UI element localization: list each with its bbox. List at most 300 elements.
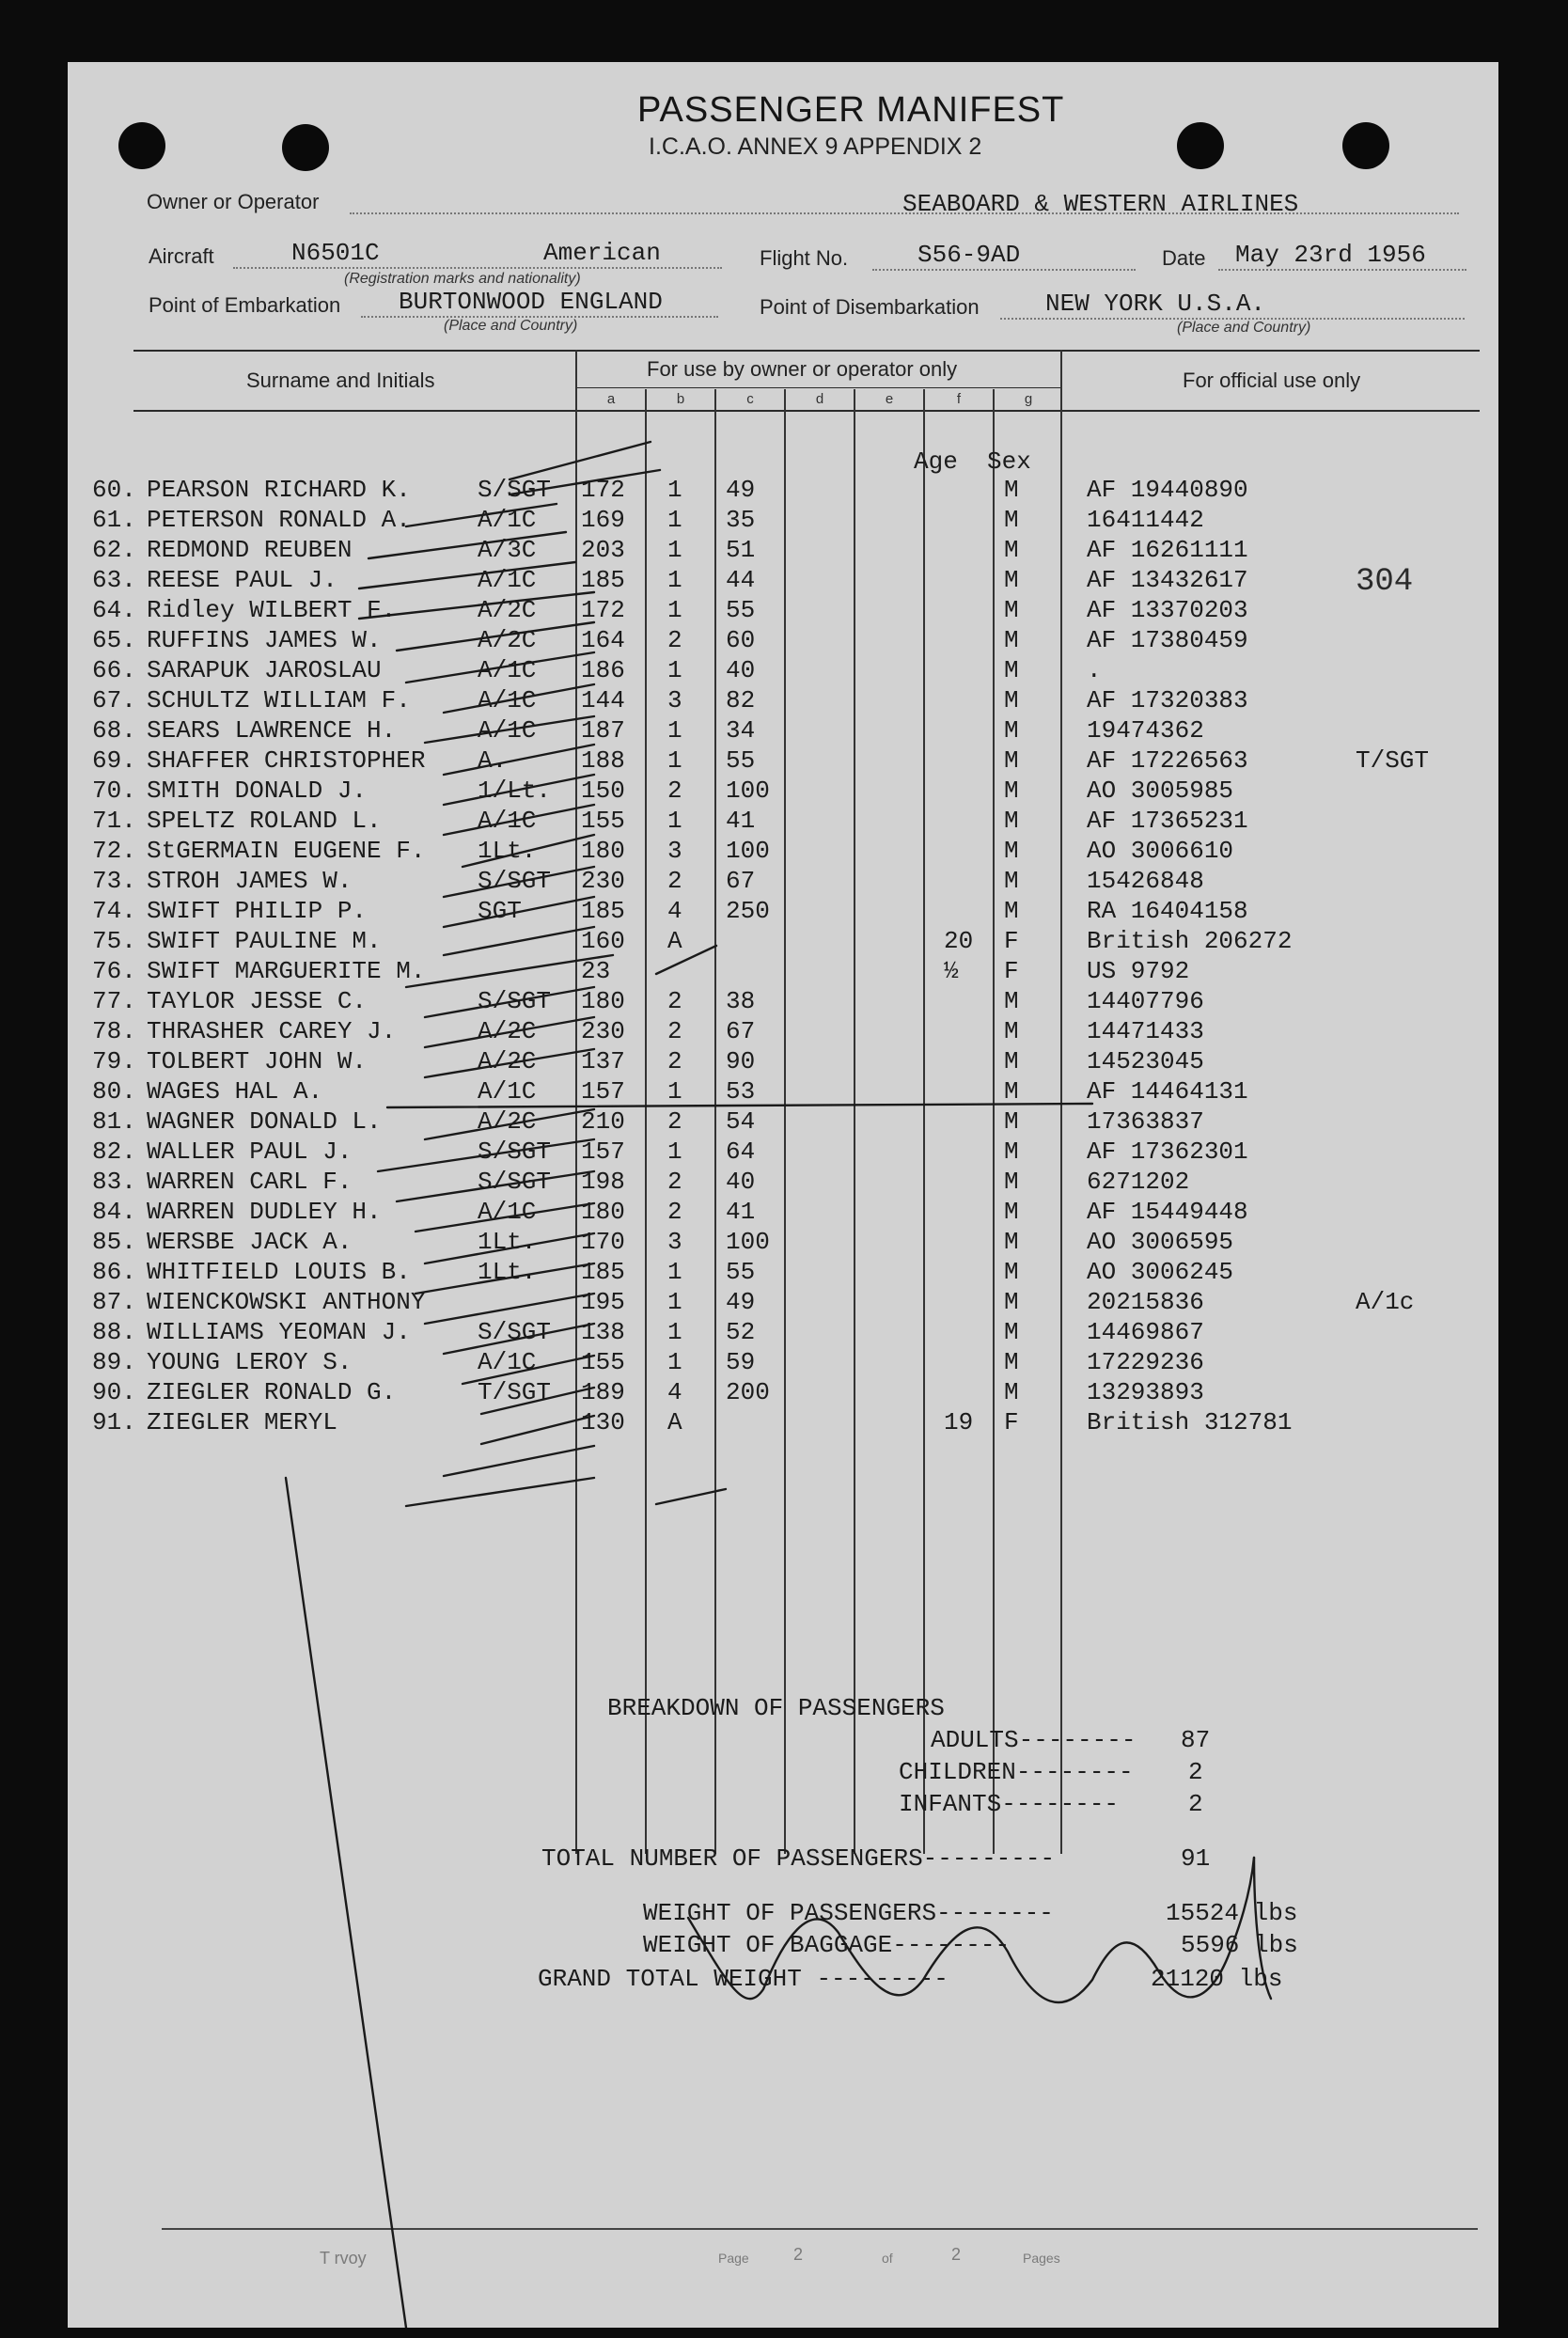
strike-line [481,1388,594,1414]
sex-col-g: M [1004,506,1019,534]
sex-col-g: M [1004,536,1019,564]
sex-col-g: M [1004,987,1019,1015]
children-label: CHILDREN-------- [899,1758,1134,1786]
adults-label: ADULTS-------- [931,1726,1137,1754]
weight-col-a: 185 [581,897,625,925]
sex-col-g: M [1004,1258,1019,1286]
weight-col-a: 185 [581,566,625,594]
passenger-name: PEARSON RICHARD K. [147,476,411,504]
passenger-name: STROH JAMES W. [147,867,353,895]
passenger-rank: S/SGT [478,1318,552,1346]
adults-value: 87 [1181,1726,1211,1754]
official-number: British 312781 [1087,1408,1293,1436]
col-letter-b: b [676,391,685,407]
passenger-name: SMITH DONALD J. [147,777,368,805]
official-number: 13293893 [1087,1378,1204,1406]
passenger-rank: A/1C [478,656,537,684]
sex-col-g: M [1004,716,1019,745]
official-number: 16411442 [1087,506,1204,534]
strike-line [406,1478,594,1506]
sex-col-g: M [1004,626,1019,654]
pieces-col-b: 1 [667,596,682,624]
pieces-col-b: 1 [667,1077,682,1106]
sex-col-g: F [1004,1408,1019,1436]
strike-line [425,987,594,1017]
sex-col-g: M [1004,1348,1019,1376]
baggage-col-c: 41 [726,807,756,835]
pieces-col-b: 2 [667,1168,682,1196]
strike-line [444,775,594,805]
sex-col-g: M [1004,656,1019,684]
baggage-col-c: 49 [726,1288,756,1316]
row-number: 62. [92,536,136,564]
col-letter-a: a [606,391,616,407]
weight-col-a: 203 [581,536,625,564]
pieces-col-b: 2 [667,777,682,805]
baggage-col-c: 60 [726,626,756,654]
passenger-rank: SGT [478,897,522,925]
passenger-name: WARREN CARL F. [147,1168,353,1196]
passenger-name: Ridley WILBERT F. [147,596,397,624]
passenger-rank: A/2C [478,1017,537,1045]
sex-col-g: M [1004,1017,1019,1045]
strike-line [368,532,566,558]
sex-col-g: M [1004,1198,1019,1226]
strike-line [656,1489,726,1504]
pieces-col-b: 3 [667,837,682,865]
passenger-rank: A/1C [478,807,537,835]
weight-col-a: 130 [581,1408,625,1436]
sex-col-g: M [1004,867,1019,895]
passenger-name: WERSBE JACK A. [147,1228,353,1256]
official-number: . [1087,656,1102,684]
footer-page-value: 2 [793,2245,804,2264]
passenger-name: SWIFT PAULINE M. [147,927,382,955]
strike-through-line [387,1104,1092,1107]
aircraft-registration: N6501C [291,239,380,267]
signature-squiggle [688,1858,1254,2002]
sex-col-g: M [1004,1077,1019,1106]
pieces-col-b: 1 [667,1288,682,1316]
passenger-name: REDMOND REUBEN [147,536,353,564]
weight-col-a: 172 [581,596,625,624]
official-number: 17363837 [1087,1107,1204,1136]
pieces-col-b: 2 [667,626,682,654]
weight-col-a: 187 [581,716,625,745]
embark-value: BURTONWOOD ENGLAND [399,288,663,316]
baggage-col-c: 40 [726,656,756,684]
passenger-rank: 1Lt. [478,837,537,865]
row-number: 66. [92,656,136,684]
passenger-name: SARAPUK JAROSLAU [147,656,382,684]
sex-col-g: M [1004,1107,1019,1136]
row-number: 91. [92,1408,136,1436]
row-number: 67. [92,686,136,714]
row-number: 75. [92,927,136,955]
baggage-col-c: 35 [726,506,756,534]
weight-col-a: 189 [581,1378,625,1406]
official-number: British 206272 [1087,927,1293,955]
weight-col-a: 195 [581,1288,625,1316]
official-number: AF 16261111 [1087,536,1248,564]
passenger-name: ZIEGLER RONALD G. [147,1378,397,1406]
official-number: 14407796 [1087,987,1204,1015]
weight-col-a: 138 [581,1318,625,1346]
official-note: A/1c [1356,1288,1415,1316]
baggage-col-c: 59 [726,1348,756,1376]
date-label: Date [1162,246,1206,270]
weight-col-a: 230 [581,867,625,895]
passenger-name: SWIFT MARGUERITE M. [147,957,426,985]
passenger-rank: A/3C [478,536,537,564]
row-number: 81. [92,1107,136,1136]
sex-col-g: M [1004,1168,1019,1196]
row-number: 77. [92,987,136,1015]
weight-col-a: 169 [581,506,625,534]
baggage-col-c: 100 [726,837,770,865]
page-number-stamp: 304 [1356,564,1414,600]
official-number: 15426848 [1087,867,1204,895]
pieces-col-b: 1 [667,566,682,594]
pieces-col-b: 1 [667,807,682,835]
sex-label: Sex [987,447,1031,476]
passenger-rank: S/SGT [478,1168,552,1196]
sex-col-g: M [1004,1378,1019,1406]
infants-value: 2 [1188,1790,1203,1818]
pieces-col-b: 1 [667,1138,682,1166]
official-number: AF 17362301 [1087,1138,1248,1166]
handwritten-marks [68,62,1498,2328]
baggage-col-c: 67 [726,1017,756,1045]
row-number: 73. [92,867,136,895]
sex-col-g: M [1004,1288,1019,1316]
official-number: RA 16404158 [1087,897,1248,925]
disembark-value: NEW YORK U.S.A. [1045,290,1266,318]
row-number: 84. [92,1198,136,1226]
pieces-col-b: A [667,1408,682,1436]
pieces-col-b: 1 [667,506,682,534]
sex-col-g: M [1004,566,1019,594]
col-letter-e: e [885,391,894,407]
baggage-col-c: 38 [726,987,756,1015]
pieces-col-b: 1 [667,656,682,684]
weight-col-a: 155 [581,807,625,835]
strike-line [481,1416,594,1444]
passenger-name: ZIEGLER MERYL [147,1408,337,1436]
weight-passengers-label: WEIGHT OF PASSENGERS-------- [643,1899,1054,1927]
row-number: 78. [92,1017,136,1045]
weight-col-a: 160 [581,927,625,955]
row-number: 80. [92,1077,136,1106]
sex-col-g: M [1004,777,1019,805]
official-number: AF 17226563 [1087,746,1248,775]
strike-line [425,1109,594,1139]
sex-col-g: M [1004,1047,1019,1075]
strike-line [425,716,594,743]
sex-col-g: M [1004,897,1019,925]
strike-line [656,946,716,974]
pieces-col-b: A [667,927,682,955]
official-number: 14469867 [1087,1318,1204,1346]
passenger-name: SCHULTZ WILLIAM F. [147,686,411,714]
pieces-col-b: 2 [667,1017,682,1045]
passenger-name: WAGES HAL A. [147,1077,323,1106]
official-number: 14523045 [1087,1047,1204,1075]
row-number: 64. [92,596,136,624]
passenger-name: StGERMAIN EUGENE F. [147,837,426,865]
strike-line [397,1171,594,1201]
infants-label: INFANTS-------- [899,1790,1120,1818]
baggage-col-c: 53 [726,1077,756,1106]
children-value: 2 [1188,1758,1203,1786]
passenger-rank: A/2C [478,1107,537,1136]
official-number: AO 3005985 [1087,777,1234,805]
footer-page-label: Page [718,2251,749,2266]
passenger-rank: A/2C [478,1047,537,1075]
baggage-col-c: 67 [726,867,756,895]
passenger-name: WALLER PAUL J. [147,1138,353,1166]
weight-col-a: 188 [581,746,625,775]
footer-pages-label: Pages [1023,2251,1060,2266]
baggage-col-c: 64 [726,1138,756,1166]
passenger-rank: A/1C [478,1348,537,1376]
pieces-col-b: 1 [667,476,682,504]
passenger-name: SWIFT PHILIP P. [147,897,368,925]
strike-line [444,1446,594,1476]
strike-line [444,805,594,835]
age-col-f: 20 [944,927,974,955]
passenger-name: SPELTZ ROLAND L. [147,807,382,835]
disembark-note: (Place and Country) [1177,320,1311,336]
weight-col-a: 180 [581,987,625,1015]
owner-label: Owner or Operator [147,190,320,213]
age-col-f: 19 [944,1408,974,1436]
manifest-subtitle: I.C.A.O. ANNEX 9 APPENDIX 2 [649,133,982,160]
passenger-rank: 1/Lt. [478,777,552,805]
row-number: 87. [92,1288,136,1316]
passenger-rank: A/2C [478,596,537,624]
col-owner-header: For use by owner or operator only [647,357,958,381]
row-number: 60. [92,476,136,504]
baggage-col-c: 49 [726,476,756,504]
weight-col-a: 137 [581,1047,625,1075]
strike-line [444,745,594,775]
footer-left: T rvoy [320,2249,367,2267]
pieces-col-b: 2 [667,1107,682,1136]
pieces-col-b: 1 [667,746,682,775]
passenger-name: TAYLOR JESSE C. [147,987,368,1015]
weight-col-a: 186 [581,656,625,684]
passenger-name: THRASHER CAREY J. [147,1017,397,1045]
weight-col-a: 157 [581,1138,625,1166]
baggage-col-c: 82 [726,686,756,714]
owner-value: SEABOARD & WESTERN AIRLINES [902,190,1299,218]
footer-of-label: of [882,2251,893,2266]
pieces-col-b: 4 [667,1378,682,1406]
grand-total-value: 21120 lbs [1151,1965,1283,1993]
weight-baggage-value: 5596 lbs [1181,1931,1298,1959]
strike-line [416,1203,594,1232]
official-number: 6271202 [1087,1168,1190,1196]
weight-col-a: 185 [581,1258,625,1286]
age-label: Age [914,447,958,476]
official-number: 17229236 [1087,1348,1204,1376]
sex-col-g: M [1004,1318,1019,1346]
strike-line [359,562,575,588]
passenger-name: SEARS LAWRENCE H. [147,716,397,745]
total-passengers-value: 91 [1181,1844,1211,1873]
sex-col-g: M [1004,1228,1019,1256]
strike-line [397,622,594,651]
passenger-rank: A/1C [478,1077,537,1106]
sex-col-g: F [1004,957,1019,985]
pieces-col-b: 3 [667,686,682,714]
official-number: 20215836 [1087,1288,1204,1316]
weight-col-a: 180 [581,1198,625,1226]
date-value: May 23rd 1956 [1235,241,1426,269]
passenger-name: WILLIAMS YEOMAN J. [147,1318,411,1346]
baggage-col-c: 52 [726,1318,756,1346]
sex-col-g: M [1004,686,1019,714]
strike-line [444,684,594,713]
sex-col-g: M [1004,1138,1019,1166]
strike-line [416,1263,594,1294]
embark-note: (Place and Country) [444,318,578,334]
col-surname-header: Surname and Initials [246,369,435,392]
weight-col-a: 180 [581,837,625,865]
strike-line [444,1324,594,1354]
official-number: AF 17365231 [1087,807,1248,835]
row-number: 83. [92,1168,136,1196]
pieces-col-b: 1 [667,1348,682,1376]
row-number: 85. [92,1228,136,1256]
weight-col-a: 198 [581,1168,625,1196]
pieces-col-b: 1 [667,1258,682,1286]
official-note: T/SGT [1356,746,1430,775]
official-number: AO 3006245 [1087,1258,1234,1286]
weight-col-a: 23 [581,957,611,985]
official-number: AO 3006610 [1087,837,1234,865]
aircraft-label: Aircraft [149,244,214,268]
total-passengers-label: TOTAL NUMBER OF PASSENGERS--------- [541,1844,1056,1873]
official-number: 14471433 [1087,1017,1204,1045]
passenger-name: SHAFFER CHRISTOPHER [147,746,426,775]
age-col-f: ½ [944,957,959,985]
registration-note: (Registration marks and nationality) [344,271,581,287]
disembark-label: Point of Disembarkation [760,295,980,319]
passenger-name: WARREN DUDLEY H. [147,1198,382,1226]
pieces-col-b: 1 [667,716,682,745]
passenger-rank: 1Lt. [478,1228,537,1256]
row-number: 76. [92,957,136,985]
baggage-col-c: 51 [726,536,756,564]
weight-col-a: 150 [581,777,625,805]
baggage-col-c: 55 [726,1258,756,1286]
strike-line [359,592,594,619]
passenger-rank: A/1C [478,566,537,594]
manifest-title: PASSENGER MANIFEST [637,90,1065,130]
passenger-rank: A/2C [478,626,537,654]
passenger-name: TOLBERT JOHN W. [147,1047,368,1075]
col-letter-f: f [956,391,962,407]
baggage-col-c: 100 [726,1228,770,1256]
row-number: 69. [92,746,136,775]
col-official-header: For official use only [1183,369,1361,392]
passenger-rank: A/1C [478,1198,537,1226]
row-number: 86. [92,1258,136,1286]
baggage-col-c: 54 [726,1107,756,1136]
weight-col-a: 144 [581,686,625,714]
weight-col-a: 172 [581,476,625,504]
aircraft-nationality: American [543,239,661,267]
row-number: 74. [92,897,136,925]
strike-line [406,504,557,526]
passenger-rank: S/SGT [478,987,552,1015]
weight-col-a: 230 [581,1017,625,1045]
passenger-rank: S/SGT [478,867,552,895]
breakdown-title: BREAKDOWN OF PASSENGERS [607,1694,945,1722]
pieces-col-b: 3 [667,1228,682,1256]
baggage-col-c: 90 [726,1047,756,1075]
sex-col-g: M [1004,476,1019,504]
passenger-rank: T/SGT [478,1378,552,1406]
official-number: AF 17380459 [1087,626,1248,654]
strike-line [444,897,594,927]
flight-value: S56-9AD [917,241,1021,269]
pieces-col-b: 4 [667,897,682,925]
sex-col-g: M [1004,807,1019,835]
passenger-rank: S/SGT [478,476,552,504]
manifest-sheet [68,62,1498,2328]
official-number: AF 17320383 [1087,686,1248,714]
official-number: AF 15449448 [1087,1198,1248,1226]
pieces-col-b: 2 [667,987,682,1015]
passenger-name: REESE PAUL J. [147,566,337,594]
baggage-col-c: 41 [726,1198,756,1226]
baggage-col-c: 200 [726,1378,770,1406]
baggage-col-c: 55 [726,746,756,775]
col-letter-g: g [1024,391,1033,407]
passenger-name: YOUNG LEROY S. [147,1348,353,1376]
passenger-name: RUFFINS JAMES W. [147,626,382,654]
footer-of-value: 2 [951,2245,962,2264]
official-number: 19474362 [1087,716,1204,745]
row-number: 82. [92,1138,136,1166]
strike-line [463,1356,594,1384]
pieces-col-b: 2 [667,867,682,895]
official-number: AF 14464131 [1087,1077,1248,1106]
pieces-col-b: 2 [667,1047,682,1075]
weight-col-a: 210 [581,1107,625,1136]
strike-line [425,1294,594,1324]
sex-col-g: M [1004,746,1019,775]
row-number: 61. [92,506,136,534]
weight-col-a: 157 [581,1077,625,1106]
row-number: 88. [92,1318,136,1346]
passenger-name: WIENCKOWSKI ANTHONY [147,1288,426,1316]
official-number: AF 13370203 [1087,596,1248,624]
sex-col-g: M [1004,596,1019,624]
row-number: 90. [92,1378,136,1406]
row-number: 79. [92,1047,136,1075]
strike-line [463,835,594,867]
row-number: 72. [92,837,136,865]
passenger-rank: A/1C [478,506,537,534]
passenger-rank: A. [478,746,508,775]
row-number: 63. [92,566,136,594]
strike-line [406,955,613,987]
strike-line [510,442,651,479]
